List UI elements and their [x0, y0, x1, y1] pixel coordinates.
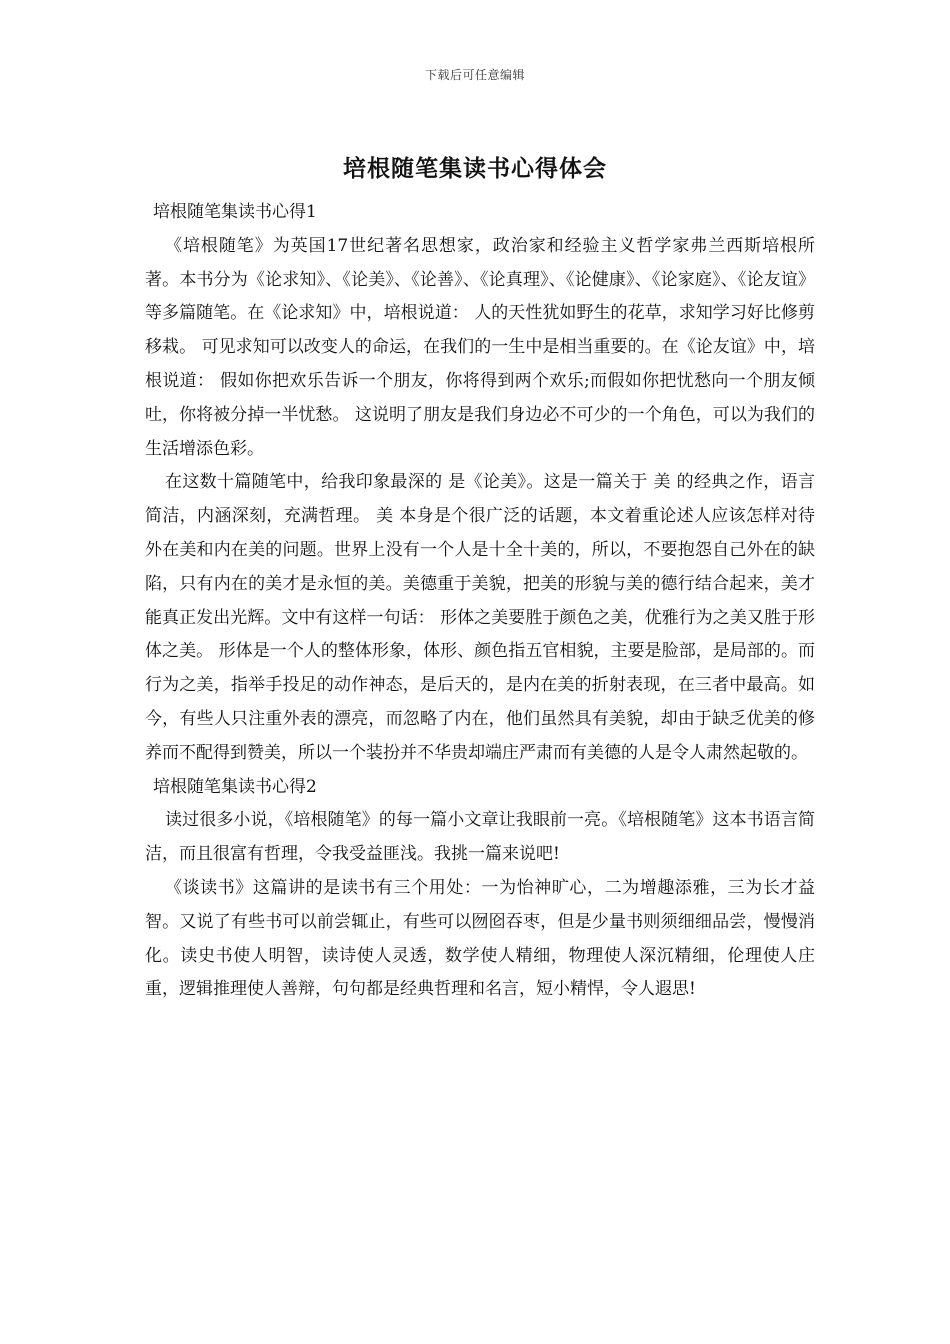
document-title: 培根随笔集读书心得体会 — [343, 155, 607, 182]
document-body — [145, 196, 815, 1007]
section-2-paragraph-2: 《谈读书》这篇讲的是读书有三个用处：一为怡神旷心，二为增趣添雅，三为长才益智。又说了有些书可以前尝辄止，有些可以囫囵吞枣，但是少量书则须细细品尝，慢慢消化。读史书使人明智，读诗使人灵透，数学使人精细，物理使人深沉精细，伦理使人庄重，逻辑推理使人善辩，句句都是经典哲理和名言，短小精悍，令人遐思! — [145, 877, 815, 1000]
section-2-paragraph-1: 读过很多小说，《培根随笔》的每一篇小文章让我眼前一亮。《培根随笔》这本书语言简洁，而且很富有哲理，令我受益匪浅。我挑一篇来说吧! — [145, 810, 815, 865]
section-1-paragraph-2: 在这数十篇随笔中，给我印象最深的 是《论美》。这是一篇关于 美 的经典之作，语言简洁，内涵深刻，充满哲理。 美 本身是个很广泛的话题，本文着重论述人应该怎样对待外在美和内在美的问题。世界上没有一个人是十全十美的，所以，不要抱怨自己外在的缺陷，只有内在的美才是永恒的美。美德重于美貌，把美的形貌与美的德行结合起来，美才能真正发出光辉。文中有这样一句话： 形体之美要胜于颜色之美，优雅行为之美又胜于形体之美。 形体是一个人的整体形象，体形、颜色指五官相貌，主要是脸部，是局部的。而行为之美，指举手投足的动作神态，是后天的，是内在美的折射表现，在三者中最高。如今，有些人只注重外表的漂亮，而忽略了内在，他们虽然具有美貌，却由于缺乏优美的修养而不配得到赞美，所以一个装扮并不华贵却端庄严肃而有美德的人是令人肃然起敬的。 — [145, 472, 815, 763]
section-heading-1: 培根随笔集读书心得1 — [153, 202, 317, 222]
section-heading-2: 培根随笔集读书心得2 — [153, 776, 317, 797]
page-header: 下载后可任意编辑 — [424, 68, 525, 82]
section-1-paragraph-1: 《培根随笔》为英国17世纪著名思想家，政治家和经验主义哲学家弗兰西斯培根所著。本书分为《论求知》、《论美》、《论善》、《论真理》、《论健康》、《论家庭》、《论友谊》等多篇随笔。在《论求知》中，培根说道： 人的天性犹如野生的花草，求知学习好比修剪移栽。 可见求知可以改变人的命运，在我们的一生中是相当重要的。在《论友谊》中，培根说道： 假如你把欢乐告诉一个朋友，你将得到两个欢乐;而假如你把忧愁向一个朋友倾吐，你将被分掉一半忧愁。 这说明了朋友是我们身边必不可少的一个角色，可以为我们的生活增添色彩。 — [145, 235, 815, 459]
